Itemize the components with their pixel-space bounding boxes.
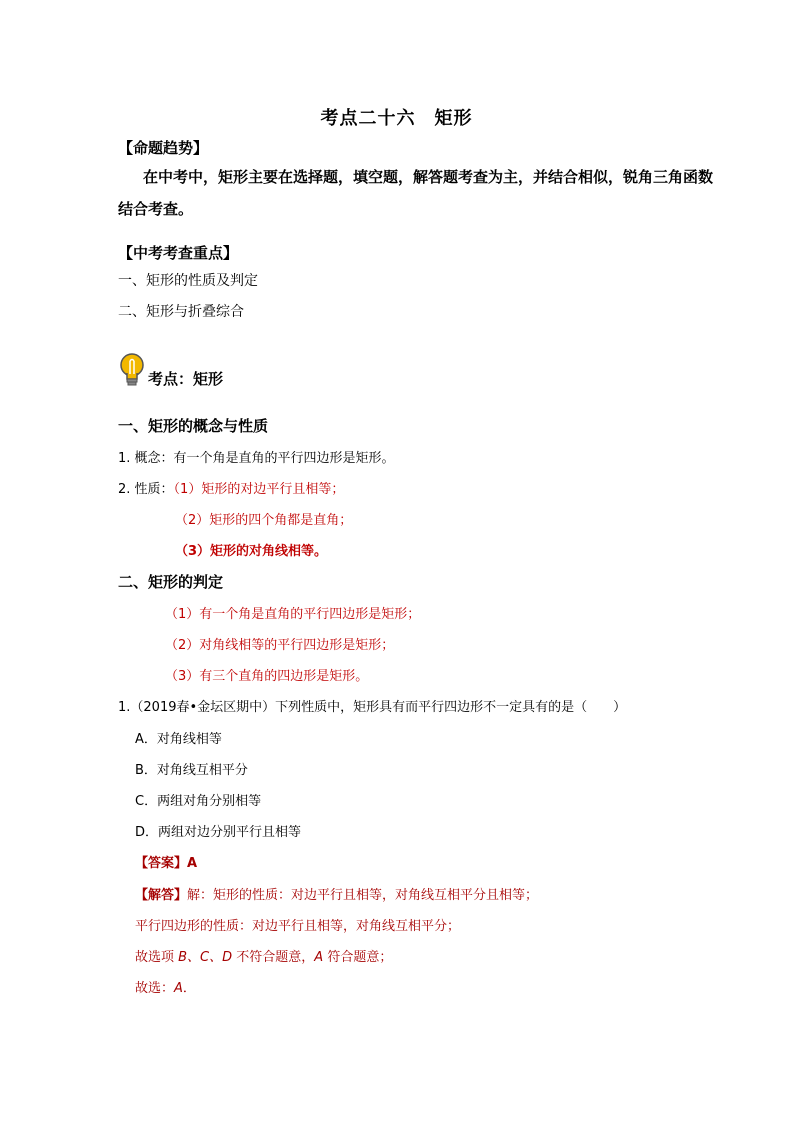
trend-line-2: 结合考查。 [118,200,194,218]
solution-label: 【解答】 [135,888,188,903]
solution-3c: 不符合题意， [232,950,315,965]
solution-line-4 [135,977,196,996]
trend-heading: 【命题趋势】 [118,139,209,157]
section1-heading: 一、矩形的概念与性质 [118,417,269,435]
focus-heading: 【中考考查重点】 [118,244,239,262]
page-title: 考点二十六 矩形 [320,108,473,129]
judgement-item: （1）有一个角是直角的平行四边形是矩形； [165,607,421,622]
solution-4a: 故选： [135,981,175,996]
concept-prefix: 1. 概念： [118,451,174,466]
property-prefix: 2. 性质： [118,482,174,497]
answer-label: 【答案】 [135,856,188,871]
solution-line-1 [135,884,538,903]
answer-line [135,852,197,871]
trend-line-1: 在中考中，矩形主要在选择题，填空题，解答题考查为主，并结合相似，锐角三角函数 [143,168,714,186]
option-d: D．两组对边分别平行且相等 [135,825,302,840]
solution-3e: 符合题意； [323,950,393,965]
solution-line-3 [135,946,392,965]
property-3: （3）矩形的对角线相等。 [175,544,328,559]
property-1: （1）矩形的对边平行且相等； [173,482,345,497]
solution-4c: ． [182,981,196,996]
concept-text: 有一个角是直角的平行四边形是矩形。 [173,451,395,466]
property-line-1 [118,478,344,497]
judgement-item: （3）有三个直角的四边形是矩形。 [165,669,369,684]
solution-4b: A [174,981,183,996]
solution-3a: 故选项 [135,950,179,965]
solution-text-1: 解：矩形的性质：对边平行且相等，对角线互相平分且相等； [187,888,539,903]
option-a: A．对角线相等 [135,732,222,747]
solution-3b: B、C、D [178,950,233,965]
section2-heading: 二、矩形的判定 [118,573,224,591]
solution-line-2: 平行四边形的性质：对边平行且相等，对角线互相平分； [135,919,461,934]
solution-3d: A [314,950,324,965]
property-2: （2）矩形的四个角都是直角； [175,513,353,528]
option-b: B．对角线互相平分 [135,763,248,778]
option-c: C．两组对角分别相等 [135,794,262,809]
answer-value: A [187,856,198,871]
kaodian-label: 考点：矩形 [148,370,224,388]
focus-item: 一、矩形的性质及判定 [118,273,258,289]
question-stem: 1.（2019春•金坛区期中）下列性质中，矩形具有而平行四边形不一定具有的是（ ） [118,700,627,715]
judgement-item: （2）对角线相等的平行四边形是矩形； [165,638,395,653]
focus-item: 二、矩形与折叠综合 [118,304,244,320]
lightbulb-icon [118,352,146,388]
concept-line [118,447,395,466]
